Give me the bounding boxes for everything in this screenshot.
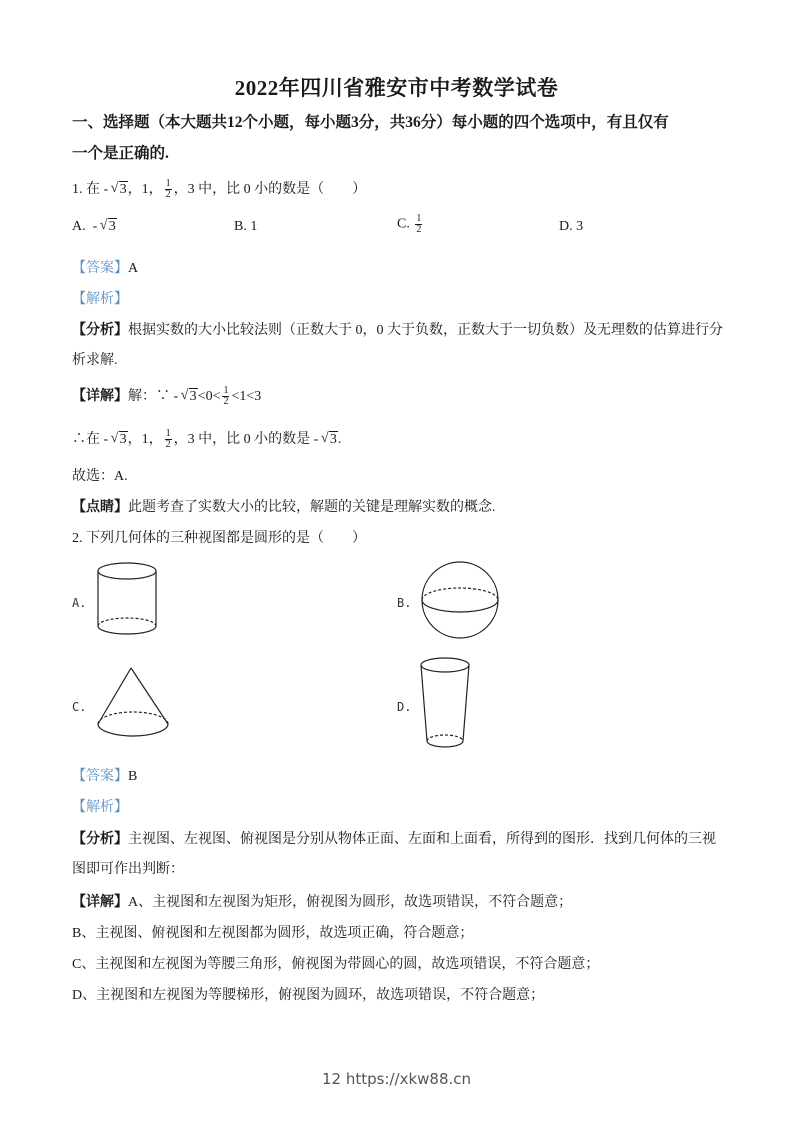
- q1-option-d[interactable]: D. 3: [559, 219, 584, 234]
- fraction: $\frac{1}{2}$: [416, 213, 422, 235]
- q2-fenxi-line2: 图即可作出判断：: [72, 862, 184, 877]
- page-title: 2022年四川省雅安市中考数学试卷: [234, 76, 559, 100]
- q1-option-b[interactable]: B. 1: [234, 219, 258, 234]
- section-heading-line2: 一个是正确的.: [72, 145, 169, 162]
- q1-option-a[interactable]: A. - √ 3: [72, 219, 117, 235]
- q2-option-b-label[interactable]: B.: [397, 596, 412, 610]
- q1-number: 1.: [72, 182, 83, 197]
- sqrt-symbol: √ 3: [101, 219, 117, 235]
- q2-detail-a: 【详解】A、主视图和左视图为矩形，俯视图为圆形，故选项错误，不符合题意；: [72, 895, 573, 910]
- fraction: $\frac{1}{2}$: [223, 385, 229, 408]
- cone-figure: [96, 666, 172, 742]
- q1-choose: 故选：A.: [72, 469, 128, 484]
- sqrt-symbol: √ 3: [112, 182, 128, 198]
- q1-fenxi-line1: 【分析】根据实数的大小比较法则（正数大于 0，0 大于负数，正数大于一切负数）及无理数的估算进行分: [72, 323, 723, 338]
- section-heading-line1: 一、选择题（本大题共12个小题，每小题3分，共36分）每小题的四个选项中，有且仅有: [72, 114, 669, 131]
- q2-option-c-label[interactable]: C.: [72, 700, 87, 714]
- cylinder-figure: [96, 562, 160, 638]
- q2-fenxi-line1: 【分析】主视图、左视图、俯视图是分别从物体正面、左面和上面看，所得到的图形．找到几何体的三视: [72, 832, 716, 847]
- q2-detail-b: B、主视图、俯视图和左视图都为圆形，故选项正确，符合题意；: [72, 926, 474, 941]
- sqrt-symbol: √ 3: [112, 432, 128, 448]
- answer-value: A: [128, 261, 139, 276]
- q1-analysis-tag: 【解析】: [72, 292, 128, 307]
- q2-detail-c: C、主视图和左视图为等腰三角形，俯视图为带圆心的圆，故选项错误，不符合题意；: [72, 957, 600, 972]
- sqrt-symbol: √ 3: [322, 432, 338, 448]
- q2-option-a-label[interactable]: A.: [72, 596, 87, 610]
- cup-figure: [420, 656, 472, 752]
- answer-tag: 【答案】: [72, 769, 128, 784]
- q2-stem: 2. 下列几何体的三种视图都是圆形的是（ ）: [72, 531, 366, 546]
- q2-option-d-label[interactable]: D.: [397, 700, 412, 714]
- fraction: $\frac{1}{2}$: [165, 178, 171, 201]
- q2-answer: [72, 765, 137, 785]
- sqrt-symbol: √ 3: [182, 389, 198, 405]
- fraction: $\frac{1}{2}$: [165, 428, 171, 451]
- answer-tag: 【答案】: [72, 261, 128, 276]
- answer-value: B: [128, 769, 138, 784]
- q1-fenxi-line2: 析求解.: [72, 353, 118, 368]
- q1-xiangjie: 【详解】解：∵ - √ 3<0< $\frac{1}{2}$ <1<3: [72, 385, 261, 407]
- q2-detail-d: D、主视图和左视图为等腰梯形，俯视图为圆环，故选项错误，不符合题意；: [72, 988, 545, 1003]
- q1-answer: [72, 257, 138, 277]
- sphere-figure: [420, 562, 502, 640]
- q1-therefore: ∴在 - √ 3，1， $\frac{1}{2}$ ，3 中，比 0 小的数是 - √ 3.: [72, 428, 341, 450]
- q2-analysis-tag: 【解析】: [72, 800, 128, 815]
- q1-stem: 1. 在 - √ 3，1， $\frac{1}{2}$ ，3 中，比 0 小的数是（ ）: [72, 178, 366, 200]
- page-footer: 12 https://xkw88.cn: [321, 1070, 472, 1088]
- q1-option-c[interactable]: C. $\frac{1}{2}$: [397, 213, 422, 235]
- q1-dianjing: 【点睛】此题考查了实数大小的比较，解题的关键是理解实数的概念.: [72, 500, 496, 515]
